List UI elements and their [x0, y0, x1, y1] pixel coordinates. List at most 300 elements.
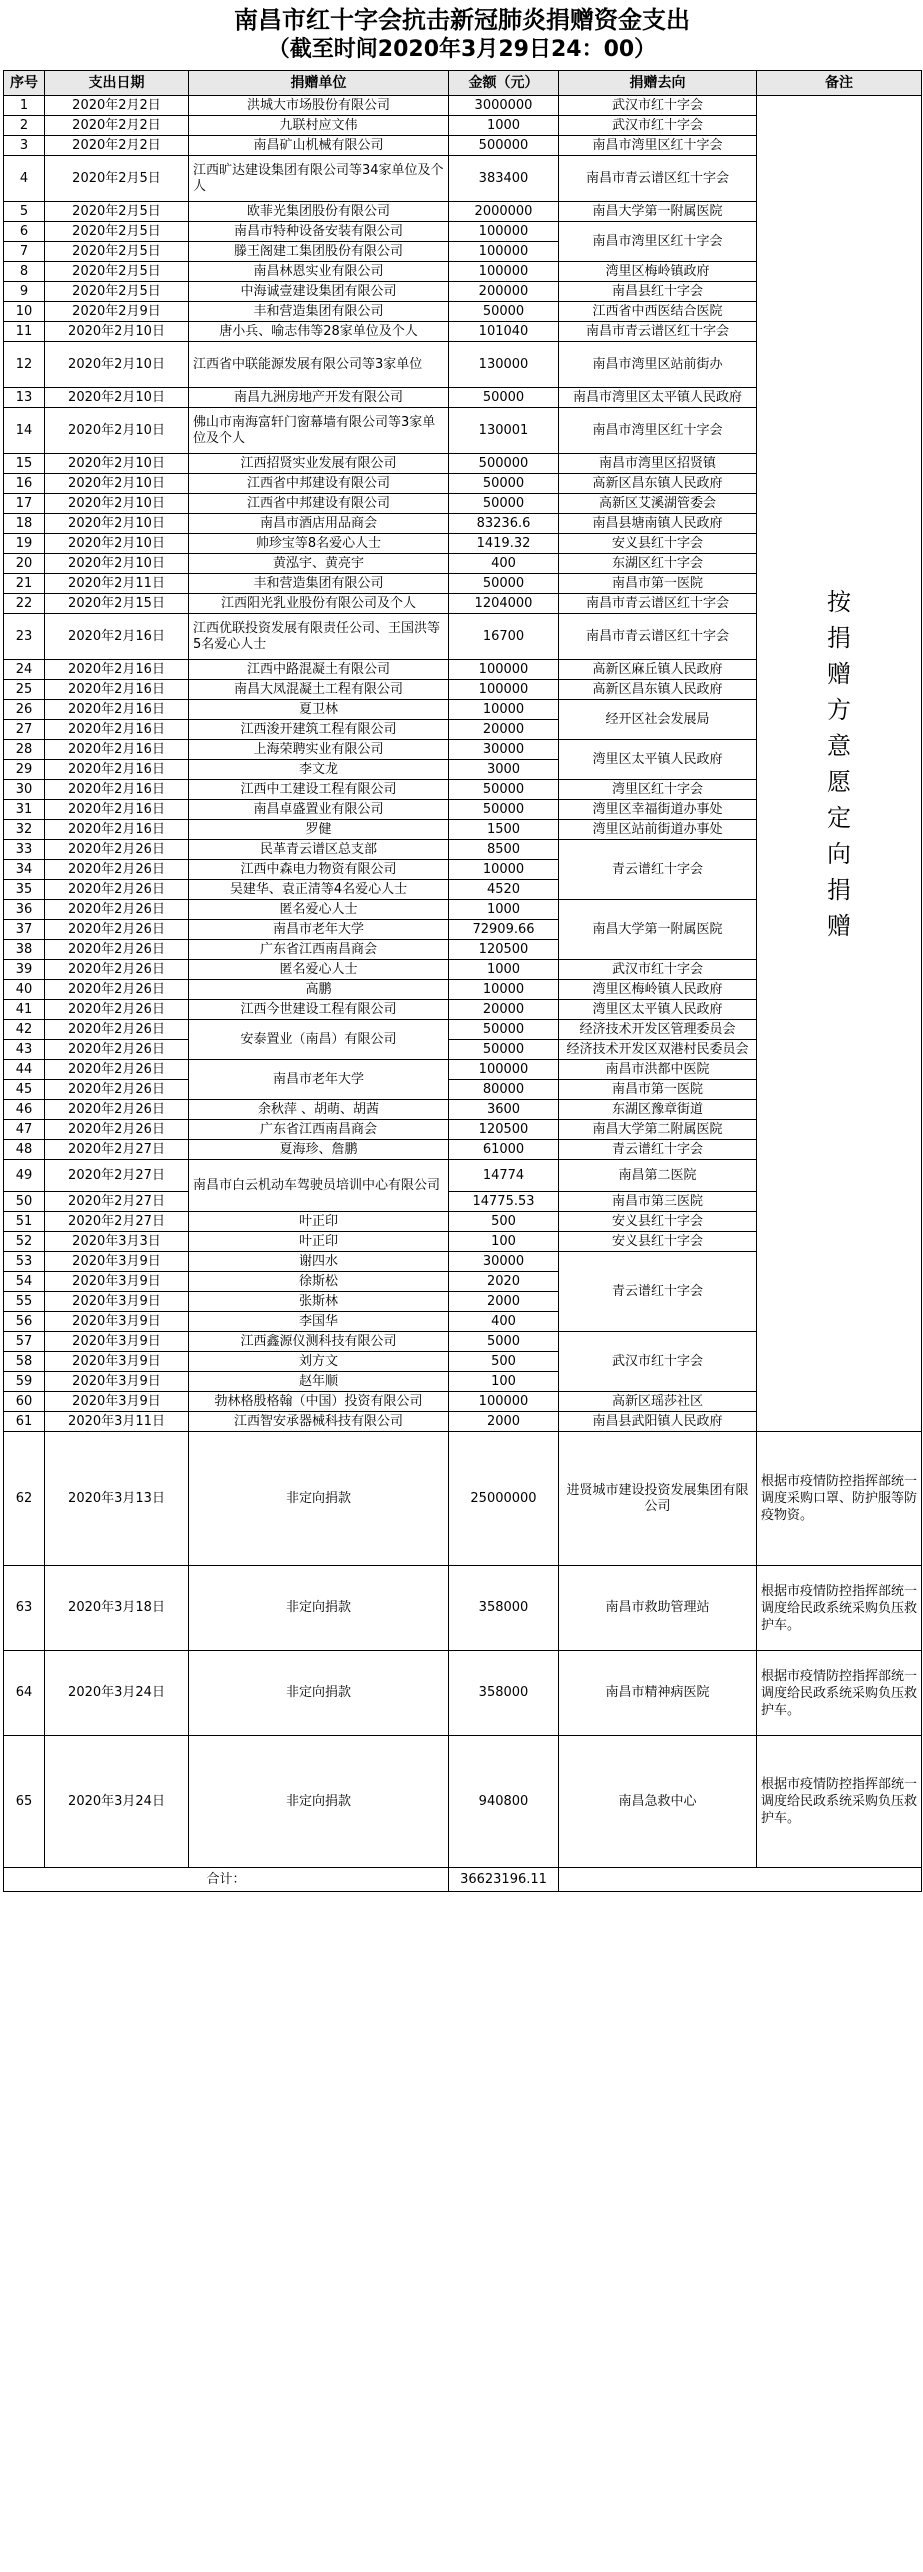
cell-date: 2020年3月13日 [45, 1432, 189, 1566]
cell-amount: 50000 [449, 574, 559, 594]
cell-donor: 李文龙 [189, 760, 449, 780]
cell-destination: 高新区艾溪湖管委会 [559, 494, 757, 514]
cell-amount: 940800 [449, 1736, 559, 1868]
cell-donor: 丰和营造集团有限公司 [189, 574, 449, 594]
cell-no: 29 [4, 760, 45, 780]
cell-donor: 南昌市特种设备安装有限公司 [189, 222, 449, 242]
cell-donor: 徐斯松 [189, 1272, 449, 1292]
cell-date: 2020年2月16日 [45, 800, 189, 820]
cell-amount: 100 [449, 1372, 559, 1392]
cell-date: 2020年2月2日 [45, 136, 189, 156]
cell-donor: 夏卫林 [189, 700, 449, 720]
cell-destination: 南昌市第一医院 [559, 574, 757, 594]
cell-destination: 南昌市青云谱区红十字会 [559, 614, 757, 660]
cell-destination: 高新区麻丘镇人民政府 [559, 660, 757, 680]
header-donor: 捐赠单位 [189, 71, 449, 96]
cell-amount: 3000000 [449, 96, 559, 116]
cell-destination: 南昌市青云谱区红十字会 [559, 322, 757, 342]
cell-destination: 南昌市精神病医院 [559, 1651, 757, 1736]
cell-donor: 南昌大凤混凝土工程有限公司 [189, 680, 449, 700]
cell-date: 2020年2月26日 [45, 1120, 189, 1140]
cell-amount: 50000 [449, 1040, 559, 1060]
cell-date: 2020年2月16日 [45, 780, 189, 800]
cell-amount: 383400 [449, 156, 559, 202]
cell-destination: 经济技术开发区双港村民委员会 [559, 1040, 757, 1060]
cell-no: 61 [4, 1412, 45, 1432]
cell-amount: 10000 [449, 860, 559, 880]
header-row [4, 71, 922, 96]
cell-destination: 南昌大学第一附属医院 [559, 900, 757, 960]
cell-donor: 张斯林 [189, 1292, 449, 1312]
cell-date: 2020年2月10日 [45, 388, 189, 408]
cell-no: 33 [4, 840, 45, 860]
cell-date: 2020年2月27日 [45, 1212, 189, 1232]
cell-date: 2020年2月10日 [45, 554, 189, 574]
cell-amount: 100000 [449, 222, 559, 242]
header-destination: 捐赠去向 [559, 71, 757, 96]
table-row [4, 1736, 922, 1868]
cell-date: 2020年2月16日 [45, 720, 189, 740]
cell-donor: 江西浚开建筑工程有限公司 [189, 720, 449, 740]
header-no: 序号 [4, 71, 45, 96]
cell-no: 15 [4, 454, 45, 474]
cell-donor: 江西招贤实业发展有限公司 [189, 454, 449, 474]
cell-date: 2020年2月5日 [45, 262, 189, 282]
cell-donor: 叶正印 [189, 1212, 449, 1232]
remark-char: 向 [827, 839, 851, 868]
cell-no: 13 [4, 388, 45, 408]
cell-date: 2020年2月27日 [45, 1140, 189, 1160]
cell-date: 2020年2月5日 [45, 202, 189, 222]
cell-no: 3 [4, 136, 45, 156]
cell-destination: 经济技术开发区管理委员会 [559, 1020, 757, 1040]
cell-remark: 根据市疫情防控指挥部统一调度给民政系统采购负压救护车。 [757, 1651, 922, 1736]
remark-char: 赠 [827, 911, 851, 940]
cell-amount: 100000 [449, 1060, 559, 1080]
cell-no: 23 [4, 614, 45, 660]
cell-no: 52 [4, 1232, 45, 1252]
cell-donor: 江西省中邦建设有限公司 [189, 494, 449, 514]
cell-amount: 8500 [449, 840, 559, 860]
cell-donor: 刘方文 [189, 1352, 449, 1372]
cell-donor: 洪城大市场股份有限公司 [189, 96, 449, 116]
cell-date: 2020年2月16日 [45, 740, 189, 760]
cell-donor: 李国华 [189, 1312, 449, 1332]
cell-donor: 南昌市白云机动车驾驶员培训中心有限公司 [189, 1160, 449, 1212]
cell-amount: 50000 [449, 302, 559, 322]
cell-date: 2020年2月10日 [45, 474, 189, 494]
cell-date: 2020年3月18日 [45, 1566, 189, 1651]
cell-donor: 九联村应文伟 [189, 116, 449, 136]
cell-amount: 130000 [449, 342, 559, 388]
cell-date: 2020年2月26日 [45, 960, 189, 980]
cell-destination: 武汉市红十字会 [559, 116, 757, 136]
cell-amount: 120500 [449, 940, 559, 960]
cell-date: 2020年2月26日 [45, 1060, 189, 1080]
cell-no: 64 [4, 1651, 45, 1736]
cell-no: 34 [4, 860, 45, 880]
cell-date: 2020年3月9日 [45, 1292, 189, 1312]
cell-amount: 2000 [449, 1292, 559, 1312]
table-row [4, 1566, 922, 1651]
cell-amount: 500000 [449, 454, 559, 474]
cell-destination: 江西省中西医结合医院 [559, 302, 757, 322]
cell-amount: 50000 [449, 388, 559, 408]
cell-destination: 经开区社会发展局 [559, 700, 757, 740]
cell-donor: 南昌九洲房地产开发有限公司 [189, 388, 449, 408]
cell-date: 2020年2月16日 [45, 680, 189, 700]
remark-char: 捐 [827, 875, 851, 904]
cell-amount: 83236.6 [449, 514, 559, 534]
cell-donor: 余秋萍 、胡萌、胡茜 [189, 1100, 449, 1120]
cell-destination: 东湖区豫章街道 [559, 1100, 757, 1120]
cell-no: 5 [4, 202, 45, 222]
cell-destination: 南昌市湾里区红十字会 [559, 408, 757, 454]
cell-amount: 16700 [449, 614, 559, 660]
cell-amount: 30000 [449, 740, 559, 760]
cell-no: 36 [4, 900, 45, 920]
cell-donor: 夏海珍、詹鹏 [189, 1140, 449, 1160]
cell-no: 22 [4, 594, 45, 614]
cell-date: 2020年3月24日 [45, 1651, 189, 1736]
cell-date: 2020年2月10日 [45, 494, 189, 514]
cell-date: 2020年2月26日 [45, 1000, 189, 1020]
cell-amount: 500 [449, 1352, 559, 1372]
cell-destination: 青云谱红十字会 [559, 840, 757, 900]
remark-char: 意 [827, 731, 851, 760]
cell-remark: 根据市疫情防控指挥部统一调度采购口罩、防护服等防疫物资。 [757, 1432, 922, 1566]
cell-date: 2020年2月10日 [45, 408, 189, 454]
cell-amount: 100 [449, 1232, 559, 1252]
cell-no: 31 [4, 800, 45, 820]
cell-amount: 500000 [449, 136, 559, 156]
cell-no: 44 [4, 1060, 45, 1080]
cell-no: 4 [4, 156, 45, 202]
cell-destination: 高新区昌东镇人民政府 [559, 680, 757, 700]
cell-destination: 青云谱红十字会 [559, 1140, 757, 1160]
cell-destination: 湾里区太平镇人民政府 [559, 740, 757, 780]
cell-no: 56 [4, 1312, 45, 1332]
cell-destination: 南昌县塘南镇人民政府 [559, 514, 757, 534]
cell-date: 2020年2月5日 [45, 222, 189, 242]
cell-date: 2020年2月5日 [45, 282, 189, 302]
cell-donor: 江西阳光乳业股份有限公司及个人 [189, 594, 449, 614]
cell-donor: 赵年顺 [189, 1372, 449, 1392]
cell-date: 2020年2月26日 [45, 860, 189, 880]
cell-no: 47 [4, 1120, 45, 1140]
cell-amount: 358000 [449, 1566, 559, 1651]
cell-date: 2020年2月5日 [45, 156, 189, 202]
cell-date: 2020年2月26日 [45, 940, 189, 960]
cell-date: 2020年2月2日 [45, 96, 189, 116]
cell-no: 63 [4, 1566, 45, 1651]
cell-destination: 武汉市红十字会 [559, 96, 757, 116]
cell-no: 27 [4, 720, 45, 740]
cell-date: 2020年2月16日 [45, 700, 189, 720]
cell-destination: 安义县红十字会 [559, 1212, 757, 1232]
cell-destination: 南昌市第一医院 [559, 1080, 757, 1100]
cell-date: 2020年2月26日 [45, 1080, 189, 1100]
cell-donor: 丰和营造集团有限公司 [189, 302, 449, 322]
cell-amount: 14774 [449, 1160, 559, 1192]
cell-donor: 唐小兵、喻志伟等28家单位及个人 [189, 322, 449, 342]
remark-char: 按 [827, 587, 851, 616]
cell-no: 65 [4, 1736, 45, 1868]
cell-amount: 10000 [449, 700, 559, 720]
cell-donor: 广东省江西南昌商会 [189, 1120, 449, 1140]
cell-no: 37 [4, 920, 45, 940]
cell-donor: 吴建华、袁正清等4名爱心人士 [189, 880, 449, 900]
cell-no: 51 [4, 1212, 45, 1232]
cell-date: 2020年2月26日 [45, 1040, 189, 1060]
cell-destination: 湾里区红十字会 [559, 780, 757, 800]
cell-amount: 72909.66 [449, 920, 559, 940]
cell-date: 2020年2月16日 [45, 660, 189, 680]
cell-destination: 南昌市湾里区红十字会 [559, 136, 757, 156]
cell-amount: 101040 [449, 322, 559, 342]
cell-date: 2020年3月9日 [45, 1312, 189, 1332]
cell-amount: 50000 [449, 474, 559, 494]
cell-date: 2020年2月16日 [45, 614, 189, 660]
cell-destination: 武汉市红十字会 [559, 960, 757, 980]
cell-no: 12 [4, 342, 45, 388]
cell-destination: 东湖区红十字会 [559, 554, 757, 574]
cell-no: 1 [4, 96, 45, 116]
cell-no: 50 [4, 1192, 45, 1212]
cell-destination: 武汉市红十字会 [559, 1332, 757, 1392]
cell-amount: 358000 [449, 1651, 559, 1736]
cell-donor: 南昌市老年大学 [189, 1060, 449, 1100]
cell-no: 6 [4, 222, 45, 242]
cell-destination: 南昌大学第二附属医院 [559, 1120, 757, 1140]
remark-char: 方 [827, 695, 851, 724]
document-subtitle: （截至时间2020年3月29日24：00） [267, 37, 657, 62]
cell-donor: 中海诚壹建设集团有限公司 [189, 282, 449, 302]
cell-destination: 南昌县红十字会 [559, 282, 757, 302]
cell-date: 2020年2月10日 [45, 514, 189, 534]
cell-no: 40 [4, 980, 45, 1000]
cell-donor: 匿名爱心人士 [189, 900, 449, 920]
cell-date: 2020年3月9日 [45, 1372, 189, 1392]
cell-donor: 南昌卓盛置业有限公司 [189, 800, 449, 820]
cell-date: 2020年2月26日 [45, 880, 189, 900]
cell-no: 19 [4, 534, 45, 554]
cell-date: 2020年2月26日 [45, 900, 189, 920]
cell-no: 38 [4, 940, 45, 960]
cell-no: 45 [4, 1080, 45, 1100]
cell-destination: 南昌市第三医院 [559, 1192, 757, 1212]
cell-amount: 500 [449, 1212, 559, 1232]
cell-date: 2020年2月16日 [45, 760, 189, 780]
title-block [3, 3, 921, 69]
cell-amount: 50000 [449, 494, 559, 514]
cell-amount: 1000 [449, 116, 559, 136]
cell-amount: 100000 [449, 262, 559, 282]
cell-amount: 80000 [449, 1080, 559, 1100]
cell-no: 24 [4, 660, 45, 680]
cell-date: 2020年2月27日 [45, 1192, 189, 1212]
cell-donor: 匿名爱心人士 [189, 960, 449, 980]
cell-destination: 南昌市湾里区太平镇人民政府 [559, 388, 757, 408]
cell-destination: 南昌市湾里区站前街办 [559, 342, 757, 388]
cell-donor: 谢四水 [189, 1252, 449, 1272]
cell-no: 35 [4, 880, 45, 900]
cell-donor: 佛山市南海富轩门窗幕墙有限公司等3家单位及个人 [189, 408, 449, 454]
cell-remark: 根据市疫情防控指挥部统一调度给民政系统采购负压救护车。 [757, 1566, 922, 1651]
cell-amount: 1000 [449, 960, 559, 980]
remark-char: 定 [827, 803, 851, 832]
cell-date: 2020年2月26日 [45, 1020, 189, 1040]
cell-no: 26 [4, 700, 45, 720]
cell-no: 53 [4, 1252, 45, 1272]
cell-donor: 江西中路混凝土有限公司 [189, 660, 449, 680]
cell-destination: 南昌市青云谱区红十字会 [559, 156, 757, 202]
cell-donor: 江西优联投资发展有限责任公司、王国洪等5名爱心人士 [189, 614, 449, 660]
cell-destination: 南昌市湾里区红十字会 [559, 222, 757, 262]
cell-date: 2020年3月11日 [45, 1412, 189, 1432]
cell-date: 2020年2月26日 [45, 980, 189, 1000]
cell-donor: 江西旷达建设集团有限公司等34家单位及个人 [189, 156, 449, 202]
cell-date: 2020年2月26日 [45, 920, 189, 940]
cell-date: 2020年3月9日 [45, 1252, 189, 1272]
cell-no: 30 [4, 780, 45, 800]
cell-amount: 2000 [449, 1412, 559, 1432]
cell-date: 2020年2月2日 [45, 116, 189, 136]
cell-destination: 安义县红十字会 [559, 1232, 757, 1252]
table-row [4, 1651, 922, 1736]
cell-amount: 100000 [449, 1392, 559, 1412]
cell-date: 2020年3月9日 [45, 1392, 189, 1412]
cell-donor: 南昌市老年大学 [189, 920, 449, 940]
cell-donor: 滕王阁建工集团股份有限公司 [189, 242, 449, 262]
remark-char: 赠 [827, 659, 851, 688]
cell-destination: 南昌第二医院 [559, 1160, 757, 1192]
cell-no: 58 [4, 1352, 45, 1372]
cell-donor: 民革青云谱区总支部 [189, 840, 449, 860]
cell-amount: 20000 [449, 1000, 559, 1020]
cell-no: 14 [4, 408, 45, 454]
cell-no: 17 [4, 494, 45, 514]
remark-char: 愿 [827, 767, 851, 796]
cell-no: 11 [4, 322, 45, 342]
cell-destination: 南昌市洪都中医院 [559, 1060, 757, 1080]
cell-amount: 20000 [449, 720, 559, 740]
cell-amount: 1500 [449, 820, 559, 840]
cell-date: 2020年3月9日 [45, 1272, 189, 1292]
cell-date: 2020年2月26日 [45, 840, 189, 860]
cell-destination: 高新区昌东镇人民政府 [559, 474, 757, 494]
cell-no: 57 [4, 1332, 45, 1352]
cell-donor: 非定向捐款 [189, 1566, 449, 1651]
cell-donor: 非定向捐款 [189, 1651, 449, 1736]
document-title: 南昌市红十字会抗击新冠肺炎捐赠资金支出 [234, 6, 690, 34]
cell-amount: 4520 [449, 880, 559, 900]
cell-destination: 湾里区梅岭镇政府 [559, 262, 757, 282]
cell-amount: 61000 [449, 1140, 559, 1160]
header-amount: 金额（元） [449, 71, 559, 96]
remark-char: 捐 [827, 623, 851, 652]
cell-destination: 安义县红十字会 [559, 534, 757, 554]
cell-donor: 南昌矿山机械有限公司 [189, 136, 449, 156]
cell-date: 2020年2月9日 [45, 302, 189, 322]
cell-donor: 江西鑫源仪测科技有限公司 [189, 1332, 449, 1352]
cell-no: 25 [4, 680, 45, 700]
cell-no: 20 [4, 554, 45, 574]
cell-destination: 南昌市青云谱区红十字会 [559, 594, 757, 614]
cell-amount: 3000 [449, 760, 559, 780]
cell-amount: 200000 [449, 282, 559, 302]
header-remark: 备注 [757, 71, 922, 96]
cell-amount: 100000 [449, 660, 559, 680]
cell-no: 9 [4, 282, 45, 302]
cell-remark: 根据市疫情防控指挥部统一调度给民政系统采购负压救护车。 [757, 1736, 922, 1868]
cell-date: 2020年2月27日 [45, 1160, 189, 1192]
cell-donor: 安泰置业（南昌）有限公司 [189, 1020, 449, 1060]
cell-date: 2020年2月10日 [45, 322, 189, 342]
cell-no: 21 [4, 574, 45, 594]
cell-no: 48 [4, 1140, 45, 1160]
cell-amount: 3600 [449, 1100, 559, 1120]
table-row [4, 96, 922, 116]
cell-amount: 400 [449, 554, 559, 574]
cell-no: 54 [4, 1272, 45, 1292]
cell-date: 2020年2月10日 [45, 342, 189, 388]
cell-donor: 黄泓宇、黄亮宇 [189, 554, 449, 574]
cell-amount: 400 [449, 1312, 559, 1332]
cell-donor: 南昌市酒店用品商会 [189, 514, 449, 534]
cell-amount: 10000 [449, 980, 559, 1000]
cell-donor: 江西今世建设工程有限公司 [189, 1000, 449, 1020]
cell-amount: 130001 [449, 408, 559, 454]
cell-no: 8 [4, 262, 45, 282]
total-row [4, 1868, 922, 1892]
cell-no: 60 [4, 1392, 45, 1412]
cell-date: 2020年2月10日 [45, 534, 189, 554]
cell-no: 32 [4, 820, 45, 840]
cell-destination: 高新区瑶莎社区 [559, 1392, 757, 1412]
cell-destination: 南昌市湾里区招贤镇 [559, 454, 757, 474]
cell-destination: 南昌急救中心 [559, 1736, 757, 1868]
cell-no: 2 [4, 116, 45, 136]
cell-no: 18 [4, 514, 45, 534]
cell-date: 2020年3月9日 [45, 1352, 189, 1372]
cell-date: 2020年2月16日 [45, 820, 189, 840]
total-empty [559, 1868, 922, 1892]
cell-no: 7 [4, 242, 45, 262]
cell-donor: 南昌林恩实业有限公司 [189, 262, 449, 282]
cell-destination: 进贤城市建设投资发展集团有限公司 [559, 1432, 757, 1566]
cell-no: 43 [4, 1040, 45, 1060]
cell-donor: 罗健 [189, 820, 449, 840]
cell-no: 42 [4, 1020, 45, 1040]
cell-donor: 江西中工建设工程有限公司 [189, 780, 449, 800]
cell-amount: 14775.53 [449, 1192, 559, 1212]
cell-amount: 50000 [449, 800, 559, 820]
cell-destination: 南昌市救助管理站 [559, 1566, 757, 1651]
remark-directed-donation [757, 96, 922, 1432]
cell-donor: 欧菲光集团股份有限公司 [189, 202, 449, 222]
cell-date: 2020年3月24日 [45, 1736, 189, 1868]
cell-date: 2020年2月26日 [45, 1100, 189, 1120]
cell-no: 62 [4, 1432, 45, 1566]
cell-donor: 非定向捐款 [189, 1736, 449, 1868]
cell-date: 2020年2月15日 [45, 594, 189, 614]
cell-donor: 江西中森电力物资有限公司 [189, 860, 449, 880]
cell-amount: 120500 [449, 1120, 559, 1140]
cell-amount: 50000 [449, 1020, 559, 1040]
cell-no: 55 [4, 1292, 45, 1312]
cell-amount: 50000 [449, 780, 559, 800]
